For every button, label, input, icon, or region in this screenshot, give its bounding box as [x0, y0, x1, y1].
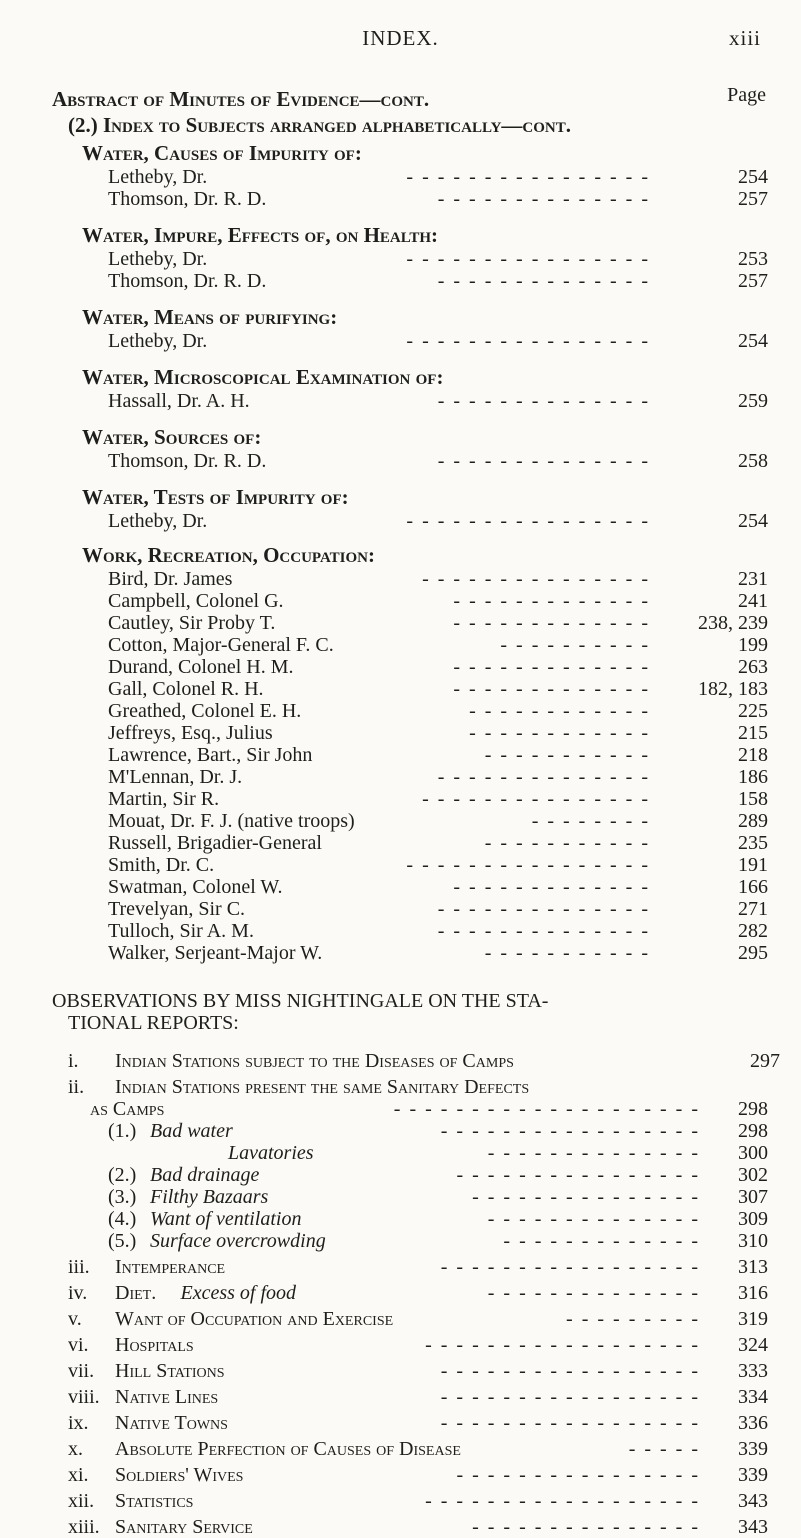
- item-text-cont: as Camps: [90, 1098, 165, 1120]
- leader-dots: - - - - - - - - - - - - - - - - -: [440, 1120, 700, 1142]
- group-heading: Water, Microscopical Examination of:: [82, 365, 444, 389]
- page-number: 302: [738, 1164, 768, 1186]
- group-heading: Water, Causes of Impurity of:: [82, 141, 362, 165]
- page-number: 191: [738, 854, 768, 876]
- entry-name: Trevelyan, Sir C.: [108, 898, 246, 920]
- leader-dots: - - - - - - - - - - - - - - - - - -: [425, 1490, 700, 1512]
- page-number: 218: [738, 744, 768, 766]
- item-number: x.: [68, 1438, 83, 1460]
- item-number: viii.: [68, 1386, 100, 1408]
- item-number: xii.: [68, 1490, 95, 1512]
- item-text: Native Towns: [115, 1412, 228, 1434]
- leader-dots: - - - - - - - - - - - - - - - - -: [440, 1256, 700, 1278]
- entry-name: Letheby, Dr.: [108, 166, 208, 188]
- leader-dots: - - - - - - - - - - - - - - - - -: [440, 1360, 700, 1382]
- item-number: vi.: [68, 1334, 89, 1356]
- page-number: 316: [738, 1282, 768, 1304]
- page-number: 343: [738, 1516, 768, 1538]
- leader-dots: - - - - - - - - - - - - - -: [487, 1282, 700, 1304]
- entry-name: M'Lennan, Dr. J.: [108, 766, 243, 788]
- item-number: iv.: [68, 1282, 88, 1304]
- entry-name: Swatman, Colonel W.: [108, 876, 283, 898]
- leader-dots: - - - - - - - - - - - - -: [503, 1230, 700, 1252]
- item-number: ix.: [68, 1412, 89, 1434]
- entry-name: Letheby, Dr.: [108, 330, 208, 352]
- item-text-italic: Excess of food: [180, 1282, 297, 1304]
- entry-name: Cotton, Major-General F. C.: [108, 634, 334, 656]
- item-number: i.: [68, 1050, 79, 1072]
- leader-dots: - - - - - - - - - - - - - - - - -: [440, 1386, 700, 1408]
- leader-dots: - - - - - - - - - - - - - - - -: [406, 248, 650, 270]
- page-number: 300: [738, 1142, 768, 1164]
- page-number: 158: [738, 788, 768, 810]
- leader-dots: - - - - -: [628, 1438, 700, 1460]
- leader-dots: - - - - - - - - - - -: [484, 744, 650, 766]
- group-heading: Water, Tests of Impurity of:: [82, 485, 349, 509]
- entry-name: Thomson, Dr. R. D.: [108, 270, 267, 292]
- page-number: 334: [738, 1386, 768, 1408]
- item-text: Indian Stations subject to the Diseases of Camps: [115, 1050, 514, 1072]
- entry-name: Cautley, Sir Proby T.: [108, 612, 276, 634]
- leader-dots: - - - - - - - - -: [566, 1308, 700, 1330]
- leader-dots: - - - - - - - - - - - - -: [453, 612, 650, 634]
- group-heading: Work, Recreation, Occupation:: [82, 543, 376, 567]
- entry-name: Lawrence, Bart., Sir John: [108, 744, 313, 766]
- leader-dots: - - - - - - - - - - - - - - - - - - - -: [393, 1098, 700, 1120]
- leader-dots: - - - - - - - - - - -: [484, 942, 650, 964]
- leader-dots: - - - - - - - - - - - - - - - -: [456, 1164, 700, 1186]
- leader-dots: - - - - - - - - - - - - - - -: [472, 1186, 700, 1208]
- item-text: Intemperance: [115, 1256, 226, 1278]
- item-number: vii.: [68, 1360, 95, 1382]
- page-number: 238, 239: [698, 612, 768, 634]
- page-number: 231: [738, 568, 768, 590]
- leader-dots: - - - - - - - - - - - - - -: [437, 450, 650, 472]
- page-number: 258: [738, 450, 768, 472]
- leader-dots: - - - - - - - - - - - - - -: [437, 766, 650, 788]
- page-number: 336: [738, 1412, 768, 1434]
- page-number: 319: [738, 1308, 768, 1330]
- page-number: 254: [738, 510, 768, 532]
- entry-name: Durand, Colonel H. M.: [108, 656, 294, 678]
- page-number: 333: [738, 1360, 768, 1382]
- entry-name: Tulloch, Sir A. M.: [108, 920, 254, 942]
- entry-name: Smith, Dr. C.: [108, 854, 215, 876]
- leader-dots: - - - - - - - - - - - - - - - -: [456, 1464, 700, 1486]
- page-number: 241: [738, 590, 768, 612]
- item-text: Native Lines: [115, 1386, 219, 1408]
- running-title: INDEX.: [362, 26, 439, 50]
- entry-name: Bird, Dr. James: [108, 568, 233, 590]
- entry-name: Letheby, Dr.: [108, 510, 208, 532]
- group-heading: Water, Means of purifying:: [82, 305, 338, 329]
- page-number: 295: [738, 942, 768, 964]
- page-number: 271: [738, 898, 768, 920]
- item-number: ii.: [68, 1076, 85, 1098]
- item-text: Soldiers' Wives: [115, 1464, 244, 1486]
- leader-dots: - - - - - - - - - - - - - - - -: [406, 510, 650, 532]
- page-number: 313: [738, 1256, 768, 1278]
- leader-dots: - - - - - - - - - - - - -: [453, 876, 650, 898]
- leader-dots: - - - - - - - - - - - - - -: [487, 1208, 700, 1230]
- page-number: 324: [738, 1334, 768, 1356]
- group-heading: Water, Impure, Effects of, on Health:: [82, 223, 439, 247]
- entry-name: Thomson, Dr. R. D.: [108, 188, 267, 210]
- leader-dots: - - - - - - - - - - - - - - -: [422, 788, 650, 810]
- entry-name: Thomson, Dr. R. D.: [108, 450, 267, 472]
- page-number: 297: [750, 1050, 780, 1072]
- leader-dots: - - - - - - - -: [531, 810, 650, 832]
- page-number: 343: [738, 1490, 768, 1512]
- section-title: (2.) Index to Subjects arranged alphabetically—cont.: [68, 113, 572, 137]
- entry-name: Mouat, Dr. F. J. (native troops): [108, 810, 355, 832]
- page-number: 254: [738, 166, 768, 188]
- page-number: 298: [738, 1098, 768, 1120]
- entry-name: Martin, Sir R.: [108, 788, 220, 810]
- page-number: 282: [738, 920, 768, 942]
- sub-number: (4.): [108, 1208, 137, 1230]
- leader-dots: - - - - - - - - - - - - - -: [487, 1142, 700, 1164]
- leader-dots: - - - - - - - - - - - - - -: [437, 188, 650, 210]
- leader-dots: - - - - - - - - - - -: [484, 832, 650, 854]
- entry-name: Greathed, Colonel E. H.: [108, 700, 302, 722]
- entry-name: Jeffreys, Esq., Julius: [108, 722, 273, 744]
- page-number: 253: [738, 248, 768, 270]
- page-number: 225: [738, 700, 768, 722]
- item-number: v.: [68, 1308, 82, 1330]
- item-text: Sanitary Service: [115, 1516, 253, 1538]
- leader-dots: - - - - - - - - - - - - - -: [437, 390, 650, 412]
- observations-title: OBSERVATIONS BY MISS NIGHTINGALE ON THE STA-: [52, 990, 549, 1012]
- leader-dots: - - - - - - - - - - - - - - -: [472, 1516, 700, 1538]
- leader-dots: - - - - - - - - - - - - - - - -: [406, 166, 650, 188]
- page-column-label: Page: [727, 84, 766, 106]
- sub-text: Surface overcrowding: [150, 1230, 326, 1252]
- item-text: Diet.: [115, 1282, 157, 1304]
- page-number: 259: [738, 390, 768, 412]
- item-text: Hill Stations: [115, 1360, 225, 1382]
- page-number: 339: [738, 1438, 768, 1460]
- sub-number: (5.): [108, 1230, 137, 1252]
- page-number: 215: [738, 722, 768, 744]
- leader-dots: - - - - - - - - - - - - - - -: [422, 568, 650, 590]
- group-heading: Water, Sources of:: [82, 425, 262, 449]
- sub-text: Bad water: [150, 1120, 233, 1142]
- page-number: 199: [738, 634, 768, 656]
- sub-number: (2.): [108, 1164, 137, 1186]
- page-number: 339: [738, 1464, 768, 1486]
- item-text: Indian Stations present the same Sanitary Defects: [115, 1076, 530, 1098]
- sub-text: Want of ventilation: [150, 1208, 302, 1230]
- page-number: 310: [738, 1230, 768, 1252]
- sub-number: (3.): [108, 1186, 137, 1208]
- abstract-title: Abstract of Minutes of Evidence—cont.: [52, 87, 430, 111]
- leader-dots: - - - - - - - - - - - - - - - -: [406, 854, 650, 876]
- item-text: Statistics: [115, 1490, 194, 1512]
- leader-dots: - - - - - - - - - - - - -: [453, 590, 650, 612]
- entry-name: Russell, Brigadier-General: [108, 832, 322, 854]
- entry-name: Walker, Serjeant-Major W.: [108, 942, 323, 964]
- item-number: iii.: [68, 1256, 90, 1278]
- page-number: 186: [738, 766, 768, 788]
- item-text: Absolute Perfection of Causes of Disease: [115, 1438, 461, 1460]
- entry-name: Letheby, Dr.: [108, 248, 208, 270]
- running-head: [0, 24, 801, 54]
- leader-dots: - - - - - - - - - -: [500, 634, 650, 656]
- page-number: 257: [738, 270, 768, 292]
- page-number: 298: [738, 1120, 768, 1142]
- leader-dots: - - - - - - - - - - - - - - - - -: [440, 1412, 700, 1434]
- leader-dots: - - - - - - - - - - - - - - - - - -: [425, 1334, 700, 1356]
- page-number: 289: [738, 810, 768, 832]
- page-number: 235: [738, 832, 768, 854]
- leader-dots: - - - - - - - - - - - -: [469, 700, 650, 722]
- sub-number: (1.): [108, 1120, 137, 1142]
- sub-text: Bad drainage: [150, 1164, 260, 1186]
- leader-dots: - - - - - - - - - - - - - -: [437, 270, 650, 292]
- item-text: Want of Occupation and Exercise: [115, 1308, 394, 1330]
- leader-dots: - - - - - - - - - - - - - -: [437, 898, 650, 920]
- page-folio: xiii: [728, 26, 761, 50]
- observations-title-cont: TIONAL REPORTS:: [68, 1012, 239, 1034]
- leader-dots: - - - - - - - - - - - - - - - -: [406, 330, 650, 352]
- leader-dots: - - - - - - - - - - - - - -: [437, 920, 650, 942]
- item-number: xi.: [68, 1464, 89, 1486]
- page-number: 166: [738, 876, 768, 898]
- leader-dots: - - - - - - - - - - - -: [469, 722, 650, 744]
- page-number: 307: [738, 1186, 768, 1208]
- item-text: Hospitals: [115, 1334, 194, 1356]
- page-number: 182, 183: [698, 678, 768, 700]
- sub-text: Lavatories: [228, 1142, 314, 1164]
- entry-name: Gall, Colonel R. H.: [108, 678, 264, 700]
- page-number: 254: [738, 330, 768, 352]
- page-number: 257: [738, 188, 768, 210]
- sub-text: Filthy Bazaars: [150, 1186, 269, 1208]
- entry-name: Campbell, Colonel G.: [108, 590, 284, 612]
- leader-dots: - - - - - - - - - - - - -: [453, 678, 650, 700]
- item-number: xiii.: [68, 1516, 100, 1538]
- entry-name: Hassall, Dr. A. H.: [108, 390, 250, 412]
- page-number: 263: [738, 656, 768, 678]
- page-number: 309: [738, 1208, 768, 1230]
- leader-dots: - - - - - - - - - - - - -: [453, 656, 650, 678]
